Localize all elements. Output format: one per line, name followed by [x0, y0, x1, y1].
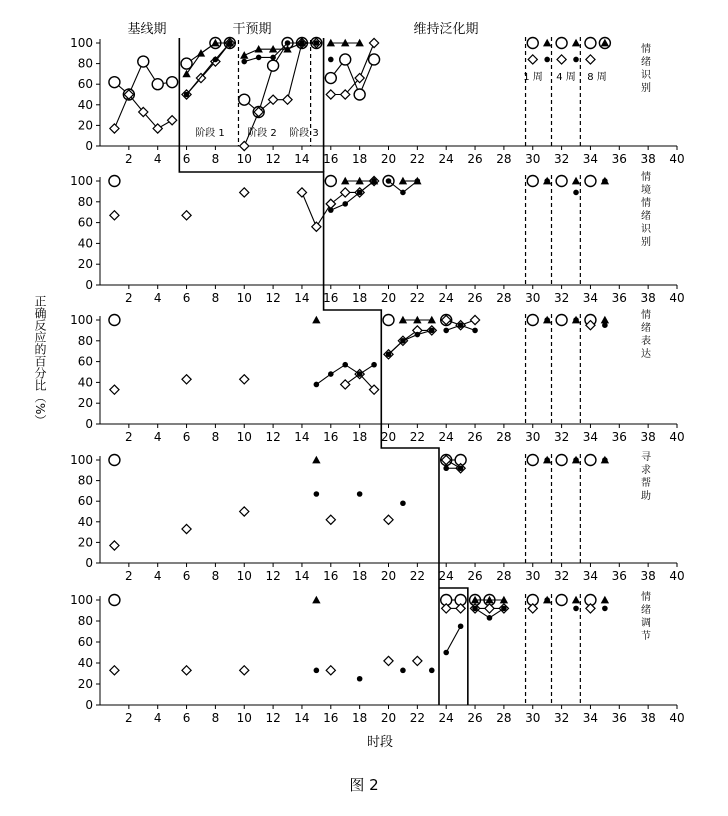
y-tick-label: 0 [85, 698, 93, 712]
point-triangle [543, 456, 551, 464]
series-diamond [110, 176, 379, 231]
phase-label-maintenance: 维持泛化期 [413, 22, 479, 37]
x-tick-label: 34 [582, 569, 599, 583]
x-tick-label: 24 [438, 569, 454, 583]
stage-label-3: 阶段 3 [289, 128, 319, 139]
point-dot [328, 57, 334, 63]
series-line-dot [389, 330, 432, 354]
point-diamond [326, 90, 335, 99]
phase-change-line-maintenance-5 [439, 588, 468, 705]
point-dot [487, 615, 493, 621]
x-tick-label: 8 [211, 711, 220, 725]
point-triangle [572, 456, 580, 464]
point-circle [527, 315, 538, 326]
point-diamond [369, 38, 378, 47]
point-circle [167, 77, 178, 88]
series-line-diamond [331, 43, 374, 95]
panel-3 [70, 308, 685, 444]
point-diamond [110, 666, 119, 675]
point-circle [369, 54, 380, 65]
x-tick-label: 22 [409, 291, 425, 305]
point-triangle [601, 596, 609, 604]
phase-label-baseline: 基线期 [127, 22, 167, 37]
x-tick-label: 12 [265, 711, 281, 725]
point-circle [527, 455, 538, 466]
panel-title: 寻求帮助 [641, 452, 651, 502]
x-tick-label: 40 [669, 152, 685, 166]
y-tick-label: 100 [70, 313, 93, 327]
point-dot [357, 371, 363, 377]
panel-title: 情绪调节 [641, 592, 651, 642]
point-diamond [110, 541, 119, 550]
x-tick-label: 22 [409, 711, 425, 725]
point-dot [314, 668, 320, 674]
y-tick-label: 20 [77, 257, 93, 272]
point-triangle [601, 316, 609, 324]
x-tick-label: 10 [236, 291, 252, 305]
x-tick-label: 28 [496, 569, 512, 583]
x-tick-label: 38 [640, 711, 656, 725]
x-tick-label: 26 [467, 711, 483, 725]
point-dot [458, 322, 464, 328]
y-tick-label: 80 [77, 473, 93, 488]
point-diamond [297, 188, 306, 197]
y-tick-label: 100 [70, 593, 93, 607]
point-dot [357, 676, 363, 682]
point-circle [109, 176, 120, 187]
x-tick-label: 4 [153, 711, 162, 725]
x-tick-label: 14 [294, 569, 310, 583]
x-tick-label: 12 [265, 430, 281, 444]
point-dot [429, 328, 435, 334]
point-circle [109, 455, 120, 466]
point-dot [458, 465, 464, 471]
point-dot [443, 650, 449, 656]
point-triangle [543, 39, 551, 47]
x-tick-label: 14 [294, 152, 310, 166]
point-dot [429, 668, 435, 674]
series-circle [109, 315, 596, 326]
x-tick-label: 20 [380, 569, 397, 583]
x-tick-label: 10 [236, 152, 252, 166]
point-dot [314, 491, 320, 497]
point-triangle [197, 49, 205, 57]
point-triangle [572, 596, 580, 604]
point-dot [602, 606, 608, 612]
x-tick-label: 40 [669, 711, 685, 725]
point-diamond [182, 524, 191, 533]
series-diamond [110, 38, 595, 150]
figure-caption: 图 2 [349, 776, 379, 794]
point-circle [109, 77, 120, 88]
x-tick-label: 10 [236, 569, 252, 583]
point-dot [328, 371, 334, 377]
y-tick-label: 20 [77, 535, 93, 550]
x-tick-label: 4 [153, 430, 162, 444]
point-diamond [528, 55, 537, 64]
point-dot [270, 55, 276, 61]
x-tick-label: 16 [323, 152, 339, 166]
x-tick-label: 36 [611, 152, 627, 166]
series-line-dot [187, 43, 230, 95]
series-diamond [110, 604, 595, 675]
y-tick-label: 60 [77, 77, 93, 92]
x-tick-label: 26 [467, 291, 483, 305]
x-tick-label: 22 [409, 430, 425, 444]
point-diamond [326, 666, 335, 675]
point-diamond [182, 666, 191, 675]
point-dot [241, 59, 247, 65]
point-dot [573, 190, 579, 196]
x-tick-label: 18 [352, 711, 368, 725]
panel-4 [70, 451, 685, 583]
x-tick-label: 8 [211, 430, 220, 444]
point-circle [556, 315, 567, 326]
point-dot [573, 57, 579, 63]
point-circle [527, 38, 538, 49]
point-triangle [543, 596, 551, 604]
x-tick-label: 4 [153, 569, 162, 583]
x-tick-label: 36 [611, 291, 627, 305]
point-triangle [182, 70, 190, 78]
x-tick-label: 28 [496, 152, 512, 166]
series-line-circle [331, 59, 374, 94]
x-tick-label: 8 [211, 291, 220, 305]
x-tick-label: 12 [265, 291, 281, 305]
x-tick-label: 32 [553, 291, 570, 305]
point-circle [325, 73, 336, 84]
x-tick-label: 18 [352, 291, 368, 305]
x-tick-label: 40 [669, 569, 685, 583]
x-tick-label: 34 [582, 152, 599, 166]
point-circle [383, 315, 394, 326]
series-diamond [110, 455, 465, 550]
stage-label-2: 阶段 2 [247, 128, 277, 139]
point-dot [371, 362, 377, 368]
x-axis-label: 时段 [366, 735, 394, 750]
panel-title: 情绪识别 [641, 44, 651, 94]
week-label-4: 4 周 [556, 72, 576, 83]
series-line-dot [446, 626, 460, 652]
point-diamond [240, 375, 249, 384]
series-line-circle [244, 43, 316, 112]
y-tick-label: 60 [77, 635, 93, 649]
point-circle [354, 89, 365, 100]
y-tick-label: 40 [77, 97, 93, 112]
x-tick-label: 24 [438, 430, 454, 444]
point-diamond [182, 211, 191, 220]
point-diamond [240, 666, 249, 675]
x-tick-label: 10 [236, 711, 252, 725]
x-tick-label: 20 [380, 291, 397, 305]
point-dot [472, 606, 478, 612]
point-dot [400, 338, 406, 344]
x-tick-label: 16 [323, 291, 339, 305]
point-dot [213, 57, 219, 63]
x-tick-label: 30 [525, 569, 541, 583]
x-tick-label: 20 [380, 152, 397, 166]
series-line-circle [187, 43, 230, 64]
point-circle [325, 176, 336, 187]
panel-5 [70, 590, 685, 725]
point-circle [556, 176, 567, 187]
y-tick-label: 60 [77, 354, 93, 369]
x-tick-label: 14 [294, 291, 310, 305]
y-tick-label: 40 [77, 236, 93, 251]
point-circle [268, 60, 279, 71]
panel-title: 情绪表达 [641, 310, 651, 360]
point-triangle [543, 177, 551, 185]
point-dot [472, 328, 478, 334]
x-tick-label: 32 [553, 569, 570, 583]
x-tick-label: 16 [323, 711, 339, 725]
point-dot [573, 606, 579, 612]
x-tick-label: 18 [352, 152, 368, 166]
y-tick-label: 100 [70, 36, 93, 50]
series-circle [109, 595, 596, 606]
x-tick-label: 32 [553, 711, 570, 725]
x-tick-label: 30 [525, 291, 541, 305]
x-tick-label: 12 [265, 569, 281, 583]
x-tick-label: 2 [125, 430, 133, 444]
x-tick-label: 26 [467, 152, 483, 166]
x-tick-label: 4 [153, 291, 162, 305]
point-dot [400, 500, 406, 506]
y-tick-label: 100 [70, 453, 93, 467]
x-tick-label: 6 [182, 430, 191, 444]
point-dot [386, 178, 392, 184]
point-diamond [341, 380, 350, 389]
x-tick-label: 6 [182, 569, 191, 583]
point-diamond [326, 515, 335, 524]
x-tick-label: 36 [611, 569, 627, 583]
point-circle [527, 176, 538, 187]
x-tick-label: 40 [669, 291, 685, 305]
point-dot [357, 491, 363, 497]
x-tick-label: 30 [525, 711, 541, 725]
point-dot [342, 362, 348, 368]
x-tick-label: 24 [438, 291, 454, 305]
point-triangle [572, 316, 580, 324]
point-dot [443, 465, 449, 471]
x-tick-label: 6 [182, 152, 191, 166]
week-label-8: 8 周 [587, 72, 607, 83]
x-tick-label: 34 [582, 291, 599, 305]
x-tick-label: 28 [496, 711, 512, 725]
x-tick-label: 38 [640, 291, 656, 305]
series-triangle [341, 177, 609, 185]
week-label-1: 1 周 [523, 72, 543, 83]
x-tick-label: 20 [380, 430, 397, 444]
panel-1 [70, 36, 685, 166]
x-tick-label: 16 [323, 569, 339, 583]
y-tick-label: 20 [77, 677, 93, 691]
y-tick-label: 80 [77, 333, 93, 348]
x-tick-label: 36 [611, 430, 627, 444]
x-tick-label: 10 [236, 430, 252, 444]
x-tick-label: 4 [153, 152, 162, 166]
point-triangle [572, 177, 580, 185]
point-dot [184, 92, 190, 98]
x-tick-label: 22 [409, 569, 425, 583]
point-diamond [240, 141, 249, 150]
x-tick-label: 14 [294, 711, 310, 725]
series-line-dot [331, 181, 374, 210]
x-tick-label: 34 [582, 711, 599, 725]
point-triangle [312, 596, 320, 604]
point-dot [342, 201, 348, 207]
x-tick-label: 30 [525, 152, 541, 166]
x-tick-label: 18 [352, 430, 368, 444]
y-tick-label: 20 [77, 396, 93, 411]
y-tick-label: 80 [77, 56, 93, 71]
x-tick-label: 20 [380, 711, 397, 725]
point-circle [138, 56, 149, 67]
phase-label-intervention: 干预期 [232, 22, 272, 37]
point-diamond [413, 656, 422, 665]
x-tick-label: 24 [438, 711, 454, 725]
x-tick-label: 8 [211, 569, 220, 583]
point-dot [386, 352, 392, 358]
y-tick-label: 60 [77, 494, 93, 509]
x-tick-label: 40 [669, 430, 685, 444]
point-diamond [283, 95, 292, 104]
point-circle [152, 79, 163, 90]
x-tick-label: 8 [211, 152, 220, 166]
y-tick-label: 0 [85, 278, 93, 292]
y-tick-label: 60 [77, 215, 93, 230]
x-tick-label: 28 [496, 430, 512, 444]
x-tick-label: 34 [582, 430, 599, 444]
point-dot [400, 190, 406, 196]
point-diamond [384, 515, 393, 524]
point-circle [585, 176, 596, 187]
x-tick-label: 38 [640, 569, 656, 583]
x-tick-label: 2 [125, 569, 133, 583]
point-diamond [586, 55, 595, 64]
x-tick-label: 22 [409, 152, 425, 166]
y-tick-label: 0 [85, 417, 93, 431]
x-tick-label: 2 [125, 711, 133, 725]
stage-label-1: 阶段 1 [195, 128, 225, 139]
point-circle [109, 595, 120, 606]
x-tick-label: 30 [525, 430, 541, 444]
point-diamond [110, 385, 119, 394]
point-circle [556, 595, 567, 606]
point-diamond [240, 507, 249, 516]
point-triangle [240, 51, 248, 59]
point-diamond [168, 116, 177, 125]
x-tick-label: 6 [182, 711, 191, 725]
y-tick-label: 0 [85, 139, 93, 153]
series-line-diamond [331, 181, 374, 204]
point-diamond [110, 211, 119, 220]
x-tick-label: 2 [125, 152, 133, 166]
x-tick-label: 2 [125, 291, 133, 305]
point-diamond [312, 222, 321, 231]
point-diamond [182, 375, 191, 384]
point-triangle [312, 316, 320, 324]
point-dot [415, 332, 421, 338]
point-diamond [110, 124, 119, 133]
y-axis-label: 正确反应的百分比（%） [33, 295, 47, 427]
series-line-diamond [389, 330, 432, 354]
point-circle [239, 94, 250, 105]
point-dot [400, 668, 406, 674]
x-tick-label: 24 [438, 152, 454, 166]
point-triangle [312, 456, 320, 464]
y-tick-label: 0 [85, 556, 93, 570]
point-dot [501, 606, 507, 612]
y-tick-label: 40 [77, 656, 93, 670]
x-tick-label: 32 [553, 152, 570, 166]
y-tick-label: 40 [77, 514, 93, 529]
y-tick-label: 40 [77, 375, 93, 390]
x-tick-label: 12 [265, 152, 281, 166]
point-dot [458, 623, 464, 629]
point-circle [556, 455, 567, 466]
point-circle [109, 315, 120, 326]
point-triangle [543, 316, 551, 324]
series-circle [109, 455, 596, 466]
point-dot [357, 190, 363, 196]
point-diamond [384, 656, 393, 665]
x-tick-label: 14 [294, 430, 310, 444]
point-circle [585, 38, 596, 49]
series-diamond [110, 315, 595, 394]
point-diamond [470, 315, 479, 324]
point-diamond [557, 55, 566, 64]
x-tick-label: 6 [182, 291, 191, 305]
point-dot [443, 328, 449, 334]
x-tick-label: 28 [496, 291, 512, 305]
panels [70, 36, 685, 725]
point-dot [314, 382, 320, 388]
point-dot [544, 57, 550, 63]
point-dot [256, 55, 262, 61]
y-tick-label: 80 [77, 194, 93, 209]
y-tick-label: 80 [77, 614, 93, 628]
point-triangle [601, 456, 609, 464]
x-tick-label: 26 [467, 430, 483, 444]
panel-2 [70, 170, 685, 305]
point-dot [314, 40, 320, 46]
point-circle [340, 54, 351, 65]
point-circle [556, 38, 567, 49]
point-dot [328, 207, 334, 213]
point-diamond [240, 188, 249, 197]
x-tick-label: 38 [640, 430, 656, 444]
x-tick-label: 36 [611, 711, 627, 725]
series-dot [184, 40, 579, 97]
panel-title: 情境情绪识别 [641, 172, 651, 248]
y-tick-label: 20 [77, 118, 93, 133]
x-tick-label: 18 [352, 569, 368, 583]
point-circle [585, 455, 596, 466]
point-triangle [601, 177, 609, 185]
point-dot [285, 40, 291, 46]
y-tick-label: 100 [70, 174, 93, 188]
point-triangle [572, 39, 580, 47]
x-tick-label: 38 [640, 152, 656, 166]
x-tick-label: 16 [323, 430, 339, 444]
x-tick-label: 26 [467, 569, 483, 583]
x-tick-label: 32 [553, 430, 570, 444]
